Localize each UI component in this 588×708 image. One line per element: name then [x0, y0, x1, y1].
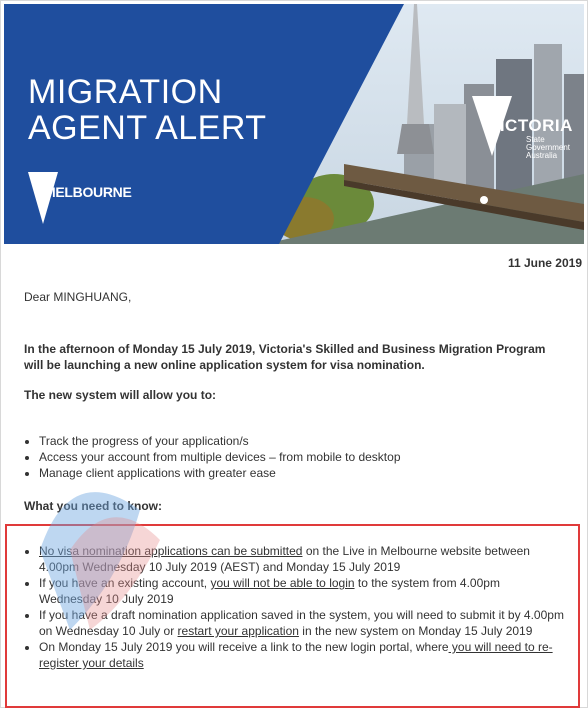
victoria-sub-australia: Australia — [526, 151, 558, 160]
item3-pre: If you have a draft nomination application saved in the system, you will need to submit it by 4.00pm on Wednesday 10 July or — [39, 608, 564, 638]
victoria-logo-subtext — [526, 136, 570, 160]
list-item: • Track the progress of your application/s — [39, 433, 564, 449]
banner-title-line1: MIGRATION — [28, 73, 223, 111]
greeting: Dear MINGHUANG, — [24, 290, 132, 304]
banner-title — [28, 74, 267, 146]
list-item: • Manage client applications with greater ease — [39, 465, 564, 481]
list-item: • Access your account from multiple devices – from mobile to desktop — [39, 449, 564, 465]
list-item — [39, 639, 564, 671]
cannot-login-link[interactable]: you will not be able to login — [210, 576, 355, 590]
restart-application-link[interactable]: restart your application — [177, 624, 299, 638]
item2-text: to the system from 4.00pm Wednesday 10 July 2019 — [39, 576, 500, 606]
victoria-sub-government: Government — [526, 143, 571, 152]
email-date: 11 June 2019 — [507, 256, 582, 270]
section1-list — [24, 433, 564, 481]
victoria-sub-state: State — [526, 135, 545, 144]
item2-pre: If you have an existing account, — [39, 576, 211, 590]
list-item — [39, 607, 564, 639]
item1-text: on the Live in Melbourne website between 4.00pm Wednesday 10 July 2019 (AEST) and Monday 15 July 2019 — [39, 544, 530, 574]
list-item — [39, 543, 564, 575]
item3-text: in the new system on Monday 15 July 2019 — [298, 624, 533, 638]
victoria-logo-text: VICTORIA — [488, 116, 573, 135]
banner-title-line2: AGENT ALERT — [28, 109, 267, 147]
section2-heading: What you need to know: — [24, 499, 162, 513]
section2-list — [24, 543, 564, 671]
list-item — [39, 575, 564, 607]
item4-pre: On Monday 15 July 2019 you will receive a link to the new login portal, where — [39, 640, 449, 654]
melbourne-logo-text: MELBOURNE — [44, 184, 132, 200]
re-register-link[interactable]: you will need to re-register your details — [39, 640, 553, 670]
no-submissions-link[interactable]: No visa nomination applications can be submitted — [39, 544, 303, 558]
intro-paragraph: In the afternoon of Monday 15 July 2019, Victoria's Skilled and Business Migration Program will be launching a new online application system for visa nomination. — [24, 342, 546, 372]
section1-heading: The new system will allow you to: — [24, 388, 217, 402]
header-banner — [4, 4, 584, 244]
